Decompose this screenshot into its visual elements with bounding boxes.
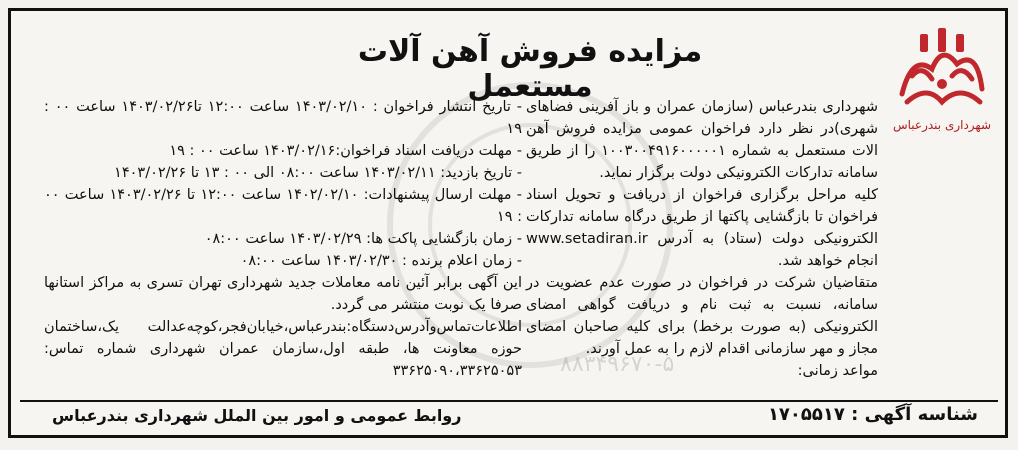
contact-info: اطلاعات‌تماس‌وآدرس‌دستگاه:بندرعباس،خیابان‌فجر،کوچه‌عدالت یک،ساختمان حوزه معاونت ها، طبقه اول،سازمان عمران شهرداری شماره تماس: ۳۳۶۲۵۰۹۰،۳۳۶۲۵۰۵۳ [44, 319, 522, 379]
schedule-item: - تاریخ انتشار فراخوان : ۱۴۰۳/۰۲/۱۰ ساعت ۱۲:۰۰ تا۱۴۰۳/۰۲/۲۶ ساعت ۰۰ : ۱۹ [44, 99, 522, 137]
publication-note: این آگهی برابر آئین نامه معاملات جدید شهرداری تهران تسری به مراکز استانها صرفا یک نوبت منتشر می گردد. [44, 275, 522, 313]
deadlines-heading: مواعد زمانی: [797, 363, 878, 379]
schedule-column [44, 96, 522, 382]
logo-caption: شهرداری بندرعباس [892, 118, 992, 132]
schedule-item: - زمان اعلام برنده : ۱۴۰۳/۰۲/۳۰ ساعت ۰۸:۰۰ [240, 253, 522, 269]
schedule-item: - تاریخ بازدید: ۱۴۰۳/۰۲/۱۱ ساعت ۰۸:۰۰ الی ۰۰ : ۱۳ تا ۱۴۰۳/۰۲/۲۶ [114, 165, 522, 181]
schedule-item: - زمان بازگشایی پاکت ها: ۱۴۰۳/۰۲/۲۹ ساعت ۰۸:۰۰ [204, 231, 522, 247]
intro-paragraph: شهرداری بندرعباس (سازمان عمران و باز آفرینی فضاهای شهری)در نظر دارد فراخوان عمومی مزایده فروش آهن الات مستعمل به شماره ۱۰۰۳۰۰۴۹۱۶۰۰۰۰۰۱ را از طریق سامانه تدارکات الکترونیکی دولت برگزار نماید. [526, 99, 878, 181]
schedule-item: - مهلت ارسال پیشنهادات: ۱۴۰۲/۰۲/۱۰ ساعت ۱۲:۰۰ تا ۱۴۰۳/۰۲/۲۶ ساعت ۰۰ : ۱۹ [44, 187, 523, 225]
schedule-item: - مهلت دریافت اسناد فراخوان:۱۴۰۳/۰۲/۱۶ ساعت ۰۰ : ۱۹ [169, 143, 522, 159]
publisher-name: روابط عمومی و امور بین الملل شهرداری بندرعباس [52, 406, 462, 425]
page-title: مزایده فروش آهن آلات مستعمل [357, 34, 703, 104]
registration-paragraph: متقاضیان شرکت در فراخوان در صورت عدم عضویت در سامانه، نسبت به ثبت نام و دریافت گواهی امضای الکترونیکی (به صورت برخط) برای کلیه صاحبان امضای مجاز و مهر سازمانی اقدام لازم را به عمل آورند. [526, 275, 878, 357]
process-paragraph: کلیه مراحل برگزاری فراخوان از دریافت و تحویل اسناد فراخوان تا بازگشایی پاکتها از طریق درگاه سامانه تدارکات الکترونیکی دولت (ستاد) به آدرس www.setadiran.ir انجام خواهد شد. [526, 187, 878, 269]
footer-divider [20, 400, 998, 402]
intro-column [526, 96, 878, 382]
ad-id: شناسه آگهی : ۱۷۰۵۵۱۷ [767, 404, 978, 425]
watermark-phone: ۸۸۳۴۹۶۷۰-۵ [560, 352, 675, 377]
